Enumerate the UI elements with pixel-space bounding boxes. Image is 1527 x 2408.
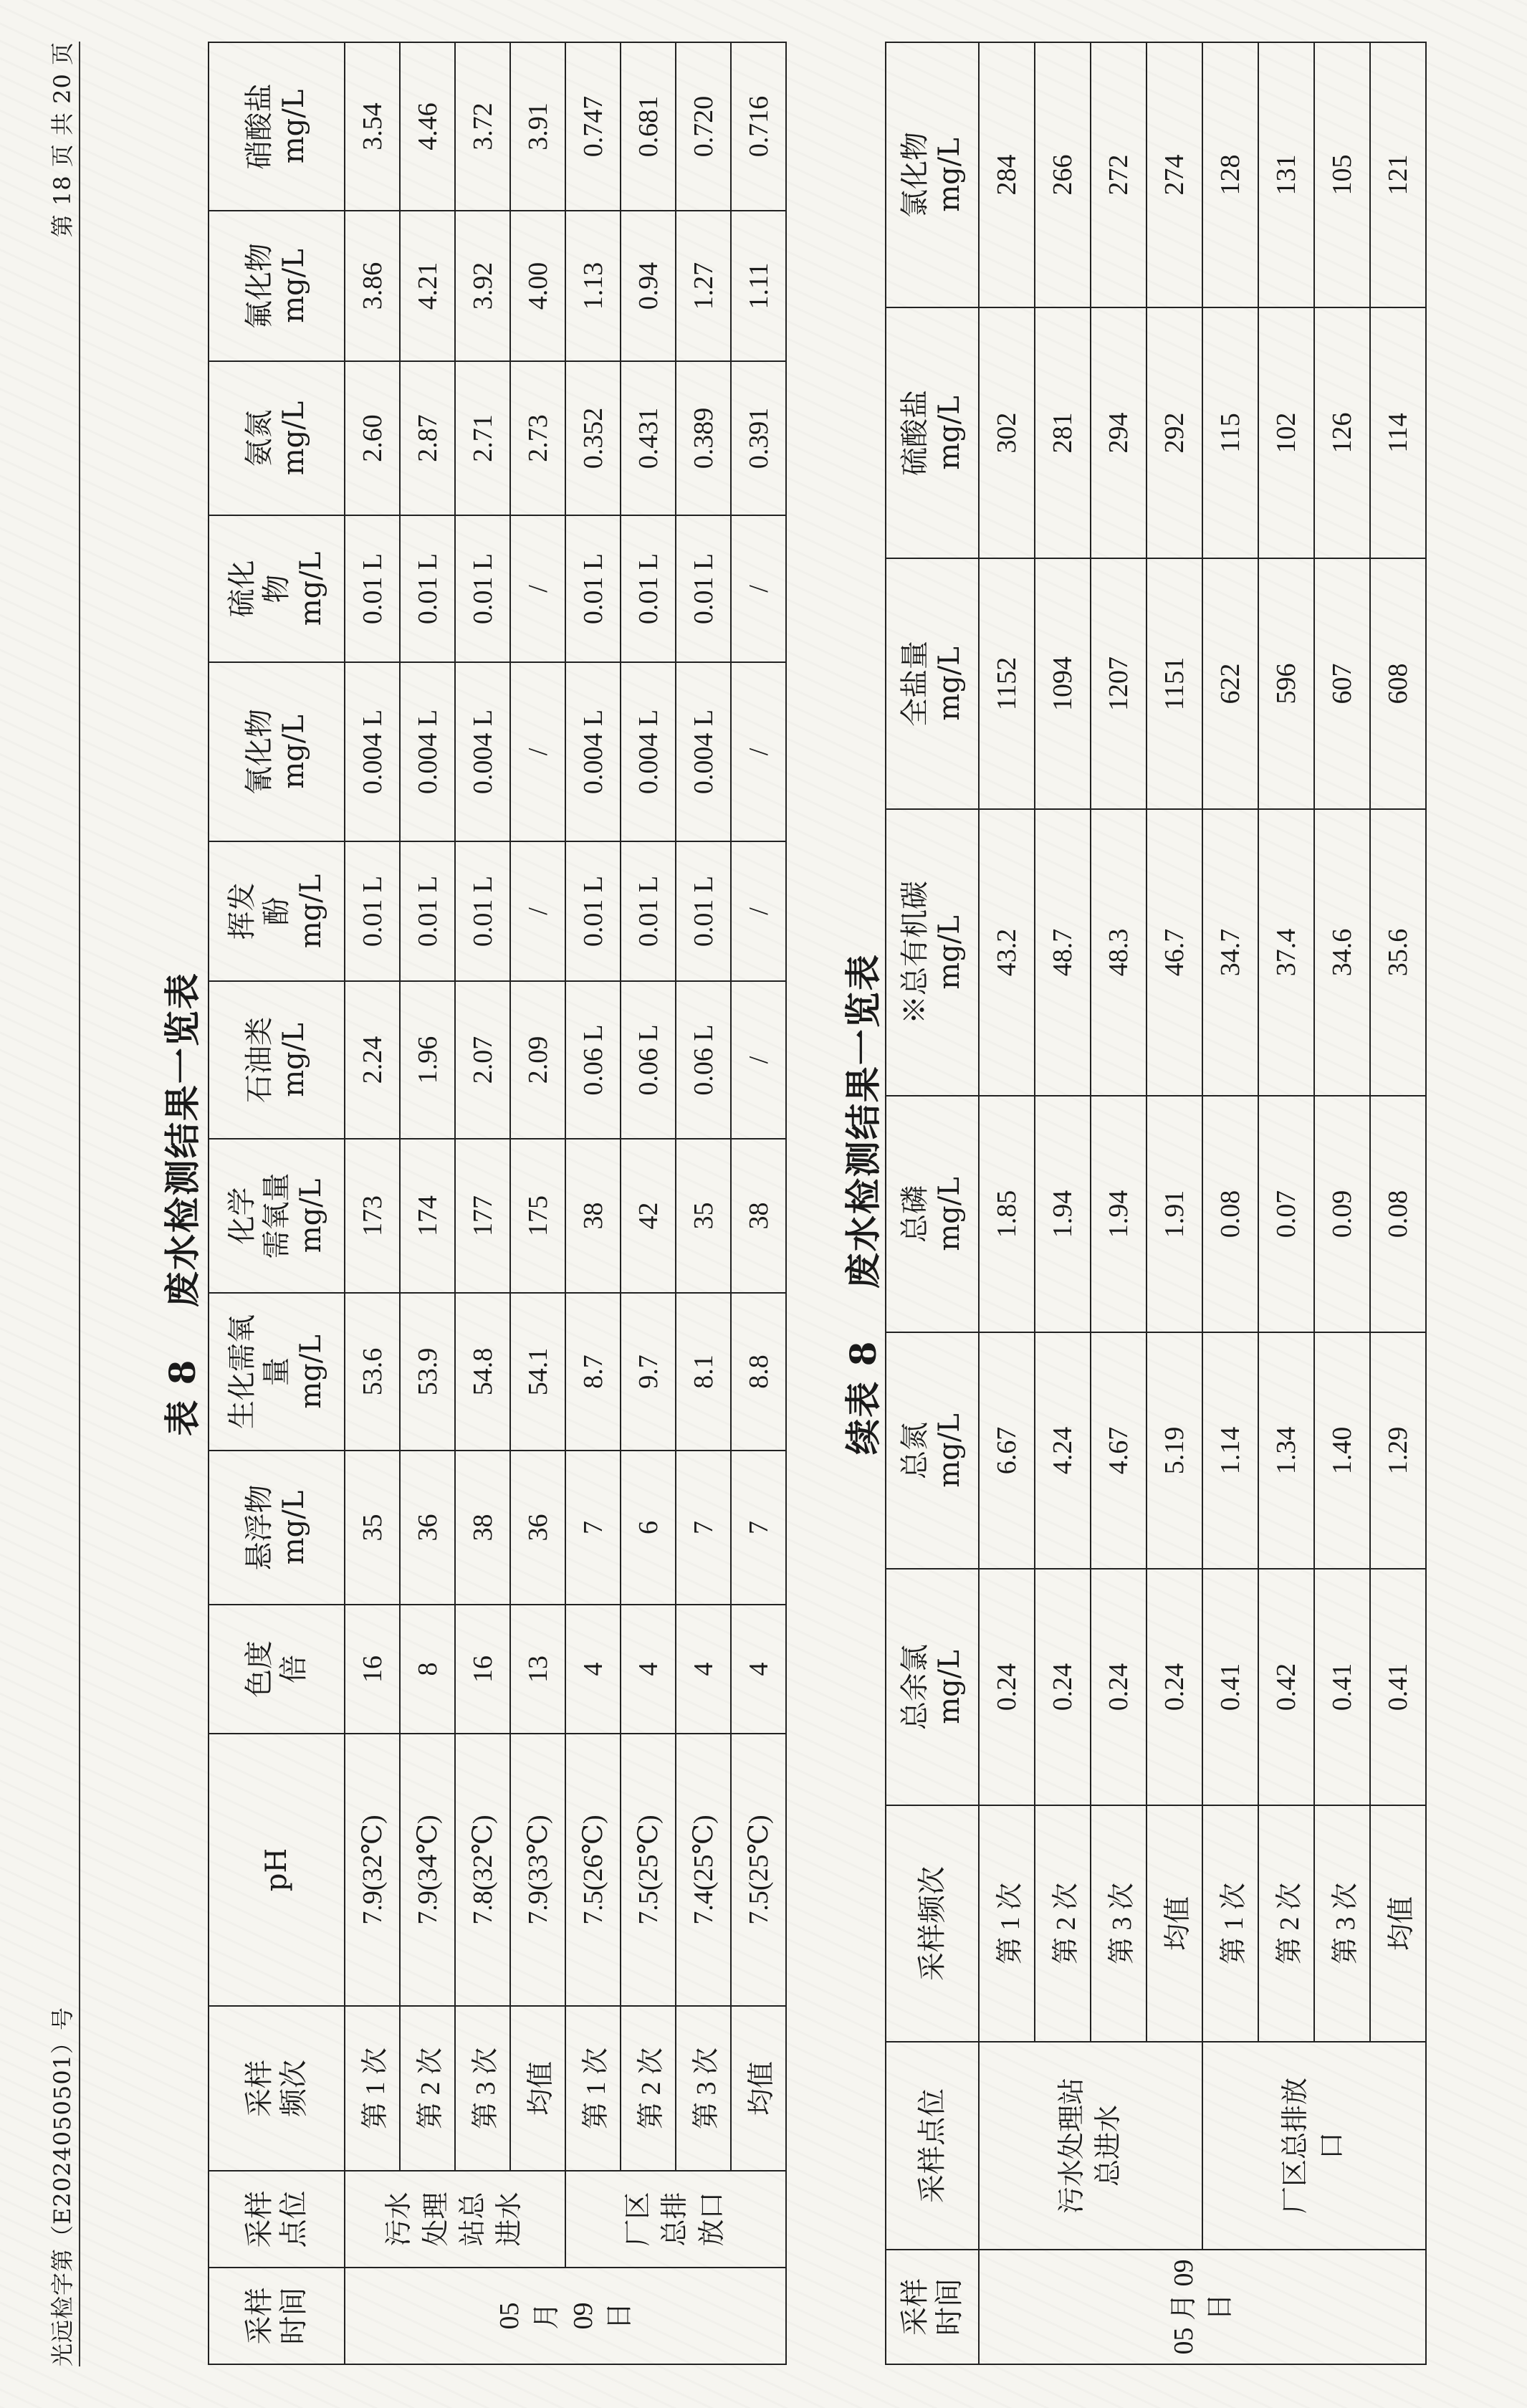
table-cell: 2.09: [510, 981, 565, 1139]
table-cell: 0.004 L: [621, 662, 676, 841]
table-cell: 128: [1202, 42, 1258, 307]
table-cell: 4: [565, 1605, 621, 1734]
table-cell: 0.747: [565, 42, 621, 211]
table-row: [1370, 42, 1426, 2364]
table-cell: 34.6: [1314, 809, 1370, 1096]
table-cell: 294: [1091, 307, 1147, 558]
table-cell: 0.08: [1202, 1096, 1258, 1332]
table-cell: 第 2 次: [1035, 1805, 1091, 2042]
table-cell: 43.2: [979, 809, 1035, 1096]
table-cell: 0.41: [1314, 1569, 1370, 1805]
table-cell: 2.73: [510, 361, 565, 515]
t1-header-cell: 氟化物 mg/L: [209, 211, 345, 361]
table-cell: 16: [455, 1605, 510, 1734]
table-cell: 0.06 L: [565, 981, 621, 1139]
table-cell: 5.19: [1147, 1332, 1202, 1569]
table-cell: 0.01 L: [455, 515, 510, 662]
table-cell: 3.92: [455, 211, 510, 361]
table-cell: 第 1 次: [345, 2006, 400, 2171]
table-cell: 第 1 次: [979, 1805, 1035, 2042]
table-cell: 608: [1370, 558, 1426, 809]
table-cell: 0.720: [676, 42, 731, 211]
table-cell: 0.06 L: [676, 981, 731, 1139]
t2-header-cell: 采样频次: [886, 1805, 979, 2042]
table-cell: 1207: [1091, 558, 1147, 809]
t2-header-cell: 氯化物 mg/L: [886, 42, 979, 307]
table-row: [731, 42, 786, 2364]
wastewater-results-continued-table: [885, 42, 1427, 2365]
t2-header-cell: 全盐量 mg/L: [886, 558, 979, 809]
t2-header-cell: 硫酸盐 mg/L: [886, 307, 979, 558]
table-cell: 7: [676, 1451, 731, 1605]
table-cell: 0.004 L: [676, 662, 731, 841]
table-cell: 9.7: [621, 1293, 676, 1451]
table-cell: 0.42: [1258, 1569, 1314, 1805]
t1-header-cell: 石油类 mg/L: [209, 981, 345, 1139]
table-cell: 第 2 次: [621, 2006, 676, 2171]
table-cell: 0.389: [676, 361, 731, 515]
table-cell: 1.14: [1202, 1332, 1258, 1569]
table-cell: 第 2 次: [1258, 1805, 1314, 2042]
table-cell: 1.96: [400, 981, 455, 1139]
table-8-continued-header-row: [886, 42, 979, 2364]
sampling-site-cell: 污水处理站 总进水: [979, 2042, 1202, 2250]
table-cell: 0.391: [731, 361, 786, 515]
table-cell: 34.7: [1202, 809, 1258, 1096]
table-cell: 1151: [1147, 558, 1202, 809]
table-cell: 0.01 L: [565, 515, 621, 662]
table-row: [1258, 42, 1314, 2364]
table-cell: 4.21: [400, 211, 455, 361]
t1-header-cell: 氰化物 mg/L: [209, 662, 345, 841]
table-cell: 48.7: [1035, 809, 1091, 1096]
table-cell: 0.01 L: [345, 841, 400, 981]
table-cell: 第 3 次: [1091, 1805, 1147, 2042]
t1-header-cell: 化学 需氧量 mg/L: [209, 1139, 345, 1293]
t2-header-cell: 总余氯 mg/L: [886, 1569, 979, 1805]
sampling-date-cell: 05 月 09 日: [345, 2268, 786, 2364]
table-cell: 7: [565, 1451, 621, 1605]
table-cell: 0.08: [1370, 1096, 1426, 1332]
table-cell: 174: [400, 1139, 455, 1293]
table-row: [1147, 42, 1202, 2364]
table-cell: 均值: [731, 2006, 786, 2171]
t1-header-cell: 采样 点位: [209, 2171, 345, 2268]
table-cell: 284: [979, 42, 1035, 307]
table-cell: 0.01 L: [400, 841, 455, 981]
table-cell: 0.681: [621, 42, 676, 211]
t2-header-cell: 采样 时间: [886, 2250, 979, 2364]
t2-header-cell: 采样点位: [886, 2042, 979, 2250]
sampling-date-cell: 05 月 09 日: [979, 2250, 1426, 2364]
header-rule: [79, 42, 80, 2366]
table-cell: 0.01 L: [345, 515, 400, 662]
table-cell: 4.24: [1035, 1332, 1091, 1569]
table-8-continued-body: [979, 42, 1426, 2364]
table-cell: 4.00: [510, 211, 565, 361]
table-cell: /: [510, 841, 565, 981]
table-cell: 0.004 L: [565, 662, 621, 841]
table-row: [510, 42, 565, 2364]
table-cell: 0.24: [1091, 1569, 1147, 1805]
t2-header-cell: ※总有机碳 mg/L: [886, 809, 979, 1096]
sampling-site-cell: 污水 处理 站总 进水: [345, 2171, 565, 2268]
table-cell: 175: [510, 1139, 565, 1293]
table-cell: 8.1: [676, 1293, 731, 1451]
table-8-body: [345, 42, 786, 2364]
table-row: [1035, 42, 1091, 2364]
table-cell: 16: [345, 1605, 400, 1734]
table-cell: 38: [731, 1139, 786, 1293]
table-cell: 1.94: [1091, 1096, 1147, 1332]
table-cell: 2.24: [345, 981, 400, 1139]
table-row: [345, 42, 400, 2364]
table-cell: 38: [455, 1451, 510, 1605]
t1-header-cell: 氨氮 mg/L: [209, 361, 345, 515]
table-cell: 0.01 L: [676, 515, 731, 662]
table-cell: 38: [565, 1139, 621, 1293]
table-8-continued-title: 续表 8 废水检测结果一览表: [842, 953, 884, 1455]
table-cell: 0.01 L: [455, 841, 510, 981]
table-cell: 0.01 L: [676, 841, 731, 981]
page-number: 第 18 页 共 20 页: [49, 42, 76, 238]
table-cell: 0.431: [621, 361, 676, 515]
report-number: 光远检字第（E2024050501）号: [49, 2007, 76, 2366]
table-cell: 1.29: [1370, 1332, 1426, 1569]
table-cell: /: [731, 662, 786, 841]
table-cell: 102: [1258, 307, 1314, 558]
table-cell: 第 3 次: [455, 2006, 510, 2171]
t1-header-cell: pH: [209, 1734, 345, 2006]
t1-header-cell: 硫化 物 mg/L: [209, 515, 345, 662]
t1-header-cell: 生化需氧 量 mg/L: [209, 1293, 345, 1451]
table-cell: 0.41: [1370, 1569, 1426, 1805]
table-cell: 126: [1314, 307, 1370, 558]
table-8-title: 表 8 废水检测结果一览表: [161, 972, 204, 1436]
table-cell: 第 1 次: [1202, 1805, 1258, 2042]
table-cell: 1152: [979, 558, 1035, 809]
table-cell: 均值: [510, 2006, 565, 2171]
table-cell: 272: [1091, 42, 1147, 307]
table-row: [1202, 42, 1258, 2364]
table-row: [676, 42, 731, 2364]
table-cell: 54.8: [455, 1293, 510, 1451]
table-cell: 均值: [1370, 1805, 1426, 2042]
table-cell: 7.9(33℃): [510, 1734, 565, 2006]
table-cell: 1.85: [979, 1096, 1035, 1332]
table-cell: 3.86: [345, 211, 400, 361]
table-cell: 281: [1035, 307, 1091, 558]
table-cell: 1094: [1035, 558, 1091, 809]
table-cell: 596: [1258, 558, 1314, 809]
table-cell: 4: [731, 1605, 786, 1734]
table-cell: 6.67: [979, 1332, 1035, 1569]
table-cell: 0.41: [1202, 1569, 1258, 1805]
t1-header-cell: 悬浮物 mg/L: [209, 1451, 345, 1605]
table-cell: 53.9: [400, 1293, 455, 1451]
table-cell: 1.11: [731, 211, 786, 361]
table-cell: 0.01 L: [621, 841, 676, 981]
table-cell: 1.34: [1258, 1332, 1314, 1569]
table-cell: 0.352: [565, 361, 621, 515]
table-cell: 8.7: [565, 1293, 621, 1451]
table-cell: 1.91: [1147, 1096, 1202, 1332]
table-cell: 3.54: [345, 42, 400, 211]
table-cell: 35.6: [1370, 809, 1426, 1096]
table-cell: 36: [400, 1451, 455, 1605]
table-cell: 1.40: [1314, 1332, 1370, 1569]
table-cell: 1.27: [676, 211, 731, 361]
table-cell: 0.24: [979, 1569, 1035, 1805]
table-cell: 7.5(25℃): [731, 1734, 786, 2006]
table-cell: 121: [1370, 42, 1426, 307]
table-cell: 0.24: [1147, 1569, 1202, 1805]
table-cell: /: [731, 515, 786, 662]
t1-header-cell: 采样 时间: [209, 2268, 345, 2364]
table-cell: 0.06 L: [621, 981, 676, 1139]
table-cell: 37.4: [1258, 809, 1314, 1096]
table-row: [400, 42, 455, 2364]
t1-header-cell: 色度 倍: [209, 1605, 345, 1734]
table-cell: 第 1 次: [565, 2006, 621, 2171]
table-cell: 8: [400, 1605, 455, 1734]
table-cell: 4: [621, 1605, 676, 1734]
t1-header-cell: 硝酸盐 mg/L: [209, 42, 345, 211]
table-cell: 1.94: [1035, 1096, 1091, 1332]
table-cell: 0.01 L: [400, 515, 455, 662]
sampling-site-cell: 厂区 总排 放口: [565, 2171, 786, 2268]
table-cell: 105: [1314, 42, 1370, 307]
table-cell: 36: [510, 1451, 565, 1605]
t1-header-cell: 挥发 酚 mg/L: [209, 841, 345, 981]
table-cell: 0.004 L: [345, 662, 400, 841]
table-cell: 173: [345, 1139, 400, 1293]
table-cell: 第 3 次: [676, 2006, 731, 2171]
table-cell: /: [731, 841, 786, 981]
table-cell: 4: [676, 1605, 731, 1734]
table-cell: 2.87: [400, 361, 455, 515]
table-row: [1091, 42, 1147, 2364]
table-cell: 0.004 L: [400, 662, 455, 841]
table-cell: 0.716: [731, 42, 786, 211]
table-row: [979, 42, 1035, 2364]
table-cell: 0.004 L: [455, 662, 510, 841]
table-cell: 115: [1202, 307, 1258, 558]
table-cell: 6: [621, 1451, 676, 1605]
table-cell: 622: [1202, 558, 1258, 809]
table-cell: 274: [1147, 42, 1202, 307]
table-cell: /: [510, 515, 565, 662]
table-cell: 2.60: [345, 361, 400, 515]
table-cell: 0.24: [1035, 1569, 1091, 1805]
t1-header-cell: 采样 频次: [209, 2006, 345, 2171]
wastewater-results-table: [208, 42, 787, 2365]
table-cell: 0.09: [1314, 1096, 1370, 1332]
table-cell: 均值: [1147, 1805, 1202, 2042]
table-row: [1314, 42, 1370, 2364]
table-row: [621, 42, 676, 2364]
table-cell: 2.71: [455, 361, 510, 515]
table-cell: 177: [455, 1139, 510, 1293]
table-cell: 第 3 次: [1314, 1805, 1370, 2042]
table-row: [455, 42, 510, 2364]
table-cell: 1.13: [565, 211, 621, 361]
table-row: [565, 42, 621, 2364]
table-cell: 607: [1314, 558, 1370, 809]
table-cell: 114: [1370, 307, 1426, 558]
table-cell: 48.3: [1091, 809, 1147, 1096]
table-cell: /: [731, 981, 786, 1139]
table-cell: 4.46: [400, 42, 455, 211]
t2-header-cell: 总磷 mg/L: [886, 1096, 979, 1332]
table-cell: 7.5(25℃): [621, 1734, 676, 2006]
table-cell: 7.8(32℃): [455, 1734, 510, 2006]
table-cell: 第 2 次: [400, 2006, 455, 2171]
table-cell: 3.91: [510, 42, 565, 211]
table-cell: 53.6: [345, 1293, 400, 1451]
table-cell: 0.01 L: [621, 515, 676, 662]
table-cell: 46.7: [1147, 809, 1202, 1096]
table-cell: 13: [510, 1605, 565, 1734]
table-cell: 8.8: [731, 1293, 786, 1451]
table-cell: 266: [1035, 42, 1091, 307]
table-cell: 42: [621, 1139, 676, 1293]
table-cell: 4.67: [1091, 1332, 1147, 1569]
sampling-site-cell: 厂区总排放 口: [1202, 2042, 1426, 2250]
table-cell: /: [510, 662, 565, 841]
table-cell: 35: [676, 1139, 731, 1293]
table-cell: 131: [1258, 42, 1314, 307]
table-8-header-row: [209, 42, 345, 2364]
table-cell: 54.1: [510, 1293, 565, 1451]
table-cell: 0.01 L: [565, 841, 621, 981]
table-cell: 2.07: [455, 981, 510, 1139]
table-cell: 7.5(26℃): [565, 1734, 621, 2006]
table-cell: 7.9(34℃): [400, 1734, 455, 2006]
table-cell: 292: [1147, 307, 1202, 558]
table-cell: 35: [345, 1451, 400, 1605]
table-cell: 0.94: [621, 211, 676, 361]
table-cell: 7.4(25℃): [676, 1734, 731, 2006]
table-cell: 3.72: [455, 42, 510, 211]
table-cell: 7.9(32℃): [345, 1734, 400, 2006]
table-cell: 302: [979, 307, 1035, 558]
t2-header-cell: 总氮 mg/L: [886, 1332, 979, 1569]
table-cell: 7: [731, 1451, 786, 1605]
table-cell: 0.07: [1258, 1096, 1314, 1332]
